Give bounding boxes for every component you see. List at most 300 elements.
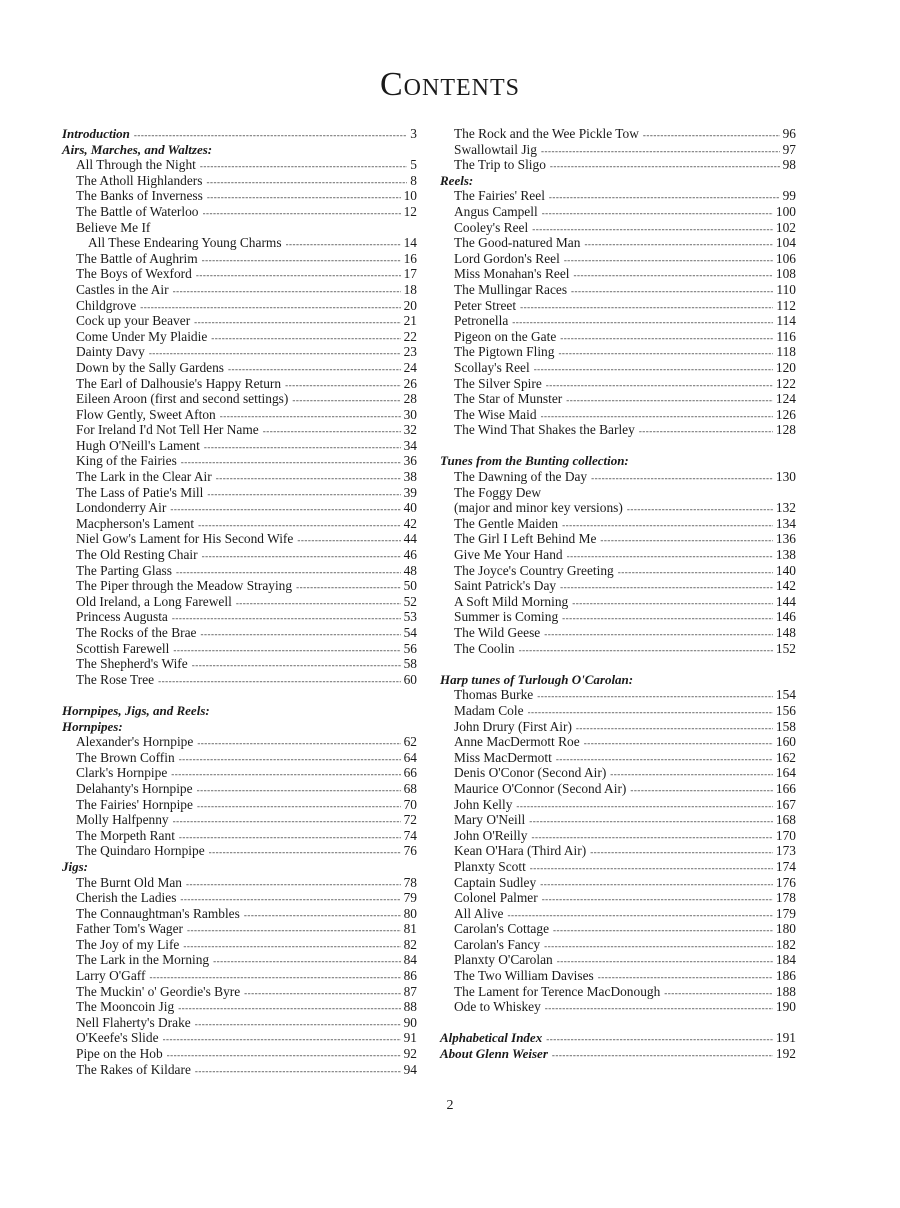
toc-spacer bbox=[440, 438, 796, 454]
dot-leader bbox=[610, 767, 773, 783]
toc-entry bbox=[440, 952, 796, 968]
toc-entry-title: Alexander's Hornpipe bbox=[76, 734, 194, 750]
toc-entry bbox=[62, 890, 417, 906]
dot-leader bbox=[560, 580, 773, 596]
toc-page-number: 106 bbox=[775, 250, 796, 266]
dot-leader bbox=[167, 1048, 401, 1064]
dot-leader bbox=[571, 284, 773, 300]
toc-entry-title: A Soft Mild Morning bbox=[454, 593, 569, 609]
dot-leader bbox=[630, 783, 773, 799]
dot-leader bbox=[600, 533, 772, 549]
toc-entry bbox=[62, 422, 417, 438]
toc-entry-title: The Brown Coffin bbox=[76, 749, 175, 765]
toc-entry bbox=[440, 220, 796, 236]
toc-entry-title: The Coolin bbox=[454, 640, 515, 656]
toc-page-number: 138 bbox=[775, 547, 796, 563]
toc-entry-title: Delahanty's Hornpipe bbox=[76, 780, 193, 796]
dot-leader bbox=[285, 378, 401, 394]
toc-entry-title: The Muckin' o' Geordie's Byre bbox=[76, 983, 241, 999]
toc-entry-title: The Rose Tree bbox=[76, 671, 155, 687]
toc-entry bbox=[62, 298, 417, 314]
toc-entry-title: Nell Flaherty's Drake bbox=[76, 1014, 191, 1030]
toc-entry bbox=[62, 157, 417, 173]
dot-leader bbox=[618, 565, 773, 581]
toc-entry bbox=[62, 563, 417, 579]
toc-page-number: 152 bbox=[775, 640, 796, 656]
toc-entry-title: Swallowtail Jig bbox=[454, 141, 537, 157]
toc-page-number: 48 bbox=[403, 562, 417, 578]
toc-entry bbox=[440, 812, 796, 828]
toc-entry bbox=[62, 516, 417, 532]
dot-leader bbox=[546, 1032, 773, 1048]
toc-entry bbox=[62, 500, 417, 516]
toc-entry-title: Planxty O'Carolan bbox=[454, 952, 553, 968]
dot-leader bbox=[286, 237, 401, 253]
toc-entry-title: Alphabetical Index bbox=[440, 1030, 543, 1046]
toc-entry bbox=[440, 142, 796, 158]
toc-entry-title: Reels: bbox=[440, 172, 474, 188]
toc-entry bbox=[62, 999, 417, 1015]
toc-entry bbox=[62, 797, 417, 813]
toc-page-number: 167 bbox=[775, 796, 796, 812]
toc-entry bbox=[62, 1015, 417, 1031]
toc-entry-title: Scottish Farewell bbox=[76, 640, 170, 656]
toc-page-number: 26 bbox=[403, 375, 417, 391]
toc-entry bbox=[62, 438, 417, 454]
toc-page-number: 70 bbox=[403, 796, 417, 812]
dot-leader bbox=[590, 845, 773, 861]
toc-entry bbox=[440, 407, 796, 423]
toc-page-number: 32 bbox=[403, 422, 417, 438]
toc-page-number: 173 bbox=[775, 843, 796, 859]
dot-leader bbox=[163, 1032, 401, 1048]
dot-leader bbox=[558, 346, 773, 362]
toc-entry bbox=[62, 485, 417, 501]
toc-page-number: 142 bbox=[775, 578, 796, 594]
toc-section-heading bbox=[440, 672, 796, 688]
toc-spacer bbox=[440, 656, 796, 672]
toc-entry-title: The Rakes of Kildare bbox=[76, 1061, 191, 1077]
dot-leader bbox=[186, 877, 401, 893]
toc-entry-title: The Old Resting Chair bbox=[76, 547, 198, 563]
toc-page-number: 74 bbox=[403, 827, 417, 843]
toc-entry bbox=[440, 298, 796, 314]
dot-leader bbox=[566, 393, 773, 409]
toc-entry bbox=[440, 906, 796, 922]
dot-leader bbox=[549, 190, 780, 206]
toc-entry bbox=[440, 968, 796, 984]
dot-leader bbox=[197, 799, 401, 815]
toc-entry-title: For Ireland I'd Not Tell Her Name bbox=[76, 422, 259, 438]
toc-entry bbox=[62, 625, 417, 641]
toc-entry bbox=[440, 578, 796, 594]
toc-entry-title: Childgrove bbox=[76, 297, 137, 313]
dot-leader bbox=[546, 378, 773, 394]
toc-entry bbox=[62, 1046, 417, 1062]
dot-leader bbox=[171, 767, 400, 783]
dot-leader bbox=[194, 315, 400, 331]
toc-entry-title: Castles in the Air bbox=[76, 281, 169, 297]
toc-entry bbox=[62, 765, 417, 781]
toc-entry-title: Hornpipes, Jigs, and Reels: bbox=[62, 702, 210, 718]
dot-leader bbox=[244, 986, 400, 1002]
toc-page-number: 134 bbox=[775, 515, 796, 531]
toc-entry bbox=[62, 266, 417, 282]
toc-entry-title: Father Tom's Wager bbox=[76, 921, 184, 937]
dot-leader bbox=[560, 331, 773, 347]
toc-page-number: 3 bbox=[410, 126, 417, 141]
toc-entry-title: The Atholl Highlanders bbox=[76, 172, 203, 188]
toc-page-number: 98 bbox=[782, 157, 796, 173]
toc-entry-title: Hornpipes: bbox=[62, 718, 123, 734]
toc-entry bbox=[440, 1046, 796, 1062]
toc-page-number: 88 bbox=[403, 999, 417, 1015]
toc-entry-title: Tunes from the Bunting collection: bbox=[440, 453, 629, 469]
toc-page-number: 146 bbox=[775, 609, 796, 625]
toc-section-heading bbox=[440, 173, 796, 189]
toc-page-number: 122 bbox=[775, 375, 796, 391]
toc-entry-title: Peter Street bbox=[454, 297, 517, 313]
toc-entry-title: Come Under My Plaidie bbox=[76, 328, 208, 344]
toc-entry-title: Clark's Hornpipe bbox=[76, 765, 168, 781]
dot-leader bbox=[158, 674, 401, 690]
dot-leader bbox=[584, 736, 773, 752]
toc-spacer bbox=[440, 1015, 796, 1031]
toc-page-number: 192 bbox=[775, 1046, 796, 1062]
toc-page-number: 42 bbox=[403, 515, 417, 531]
toc-page-number: 154 bbox=[775, 687, 796, 703]
toc-entry bbox=[440, 687, 796, 703]
toc-page-number: 110 bbox=[776, 281, 796, 297]
toc-entry-title: Pigeon on the Gate bbox=[454, 328, 557, 344]
toc-page-number: 62 bbox=[403, 734, 417, 750]
toc-page-number: 34 bbox=[403, 437, 417, 453]
toc-page-number: 130 bbox=[775, 469, 796, 485]
dot-leader bbox=[170, 502, 400, 518]
toc-entry bbox=[62, 329, 417, 345]
toc-entry bbox=[62, 875, 417, 891]
toc-entry bbox=[62, 750, 417, 766]
toc-entry bbox=[62, 391, 417, 407]
toc-entry-title: The Star of Munster bbox=[454, 391, 563, 407]
toc-entry-line bbox=[440, 485, 796, 501]
toc-page-number: 60 bbox=[403, 671, 417, 687]
toc-entry bbox=[62, 469, 417, 485]
dot-leader bbox=[664, 986, 773, 1002]
toc-page-number: 72 bbox=[403, 812, 417, 828]
toc-entry-title: The Wild Geese bbox=[454, 625, 541, 640]
toc-entry-title: Summer is Coming bbox=[454, 609, 559, 625]
toc-page-number: 112 bbox=[776, 297, 796, 313]
toc-entry-title: The Shepherd's Wife bbox=[76, 656, 188, 672]
toc-entry-title: Molly Halfpenny bbox=[76, 812, 169, 828]
toc-entry bbox=[440, 734, 796, 750]
toc-entry bbox=[440, 765, 796, 781]
toc-entry-title: Give Me Your Hand bbox=[454, 547, 563, 563]
dot-leader bbox=[183, 939, 400, 955]
toc-section-heading bbox=[62, 719, 417, 735]
toc-page-number: 176 bbox=[775, 874, 796, 890]
toc-page-number: 79 bbox=[403, 890, 417, 906]
dot-leader bbox=[552, 1048, 773, 1064]
toc-page-number: 5 bbox=[410, 157, 417, 173]
dot-leader bbox=[516, 799, 773, 815]
toc-entry bbox=[440, 625, 796, 641]
dot-leader bbox=[263, 424, 401, 440]
toc-entry-title: Hugh O'Neill's Lament bbox=[76, 437, 200, 453]
toc-section-heading bbox=[62, 703, 417, 719]
toc-entry-title: Macpherson's Lament bbox=[76, 515, 195, 531]
toc-entry bbox=[62, 921, 417, 937]
toc-entry-title: Down by the Sally Gardens bbox=[76, 359, 225, 375]
toc-page-number: 38 bbox=[403, 469, 417, 485]
dot-leader bbox=[541, 144, 780, 160]
toc-page-number: 114 bbox=[776, 313, 796, 329]
toc-entry bbox=[440, 781, 796, 797]
toc-page-number: 128 bbox=[775, 422, 796, 438]
toc-page-number: 170 bbox=[775, 827, 796, 843]
toc-entry bbox=[62, 952, 417, 968]
toc-entry-title: Pipe on the Hob bbox=[76, 1046, 163, 1062]
toc-page-number: 52 bbox=[403, 593, 417, 609]
toc-entry-title: Niel Gow's Lament for His Second Wife bbox=[76, 531, 294, 547]
page-number: 2 bbox=[446, 1098, 454, 1113]
toc-entry bbox=[440, 360, 796, 376]
toc-entry bbox=[440, 703, 796, 719]
toc-page-number: 144 bbox=[775, 593, 796, 609]
toc-page-number: 124 bbox=[775, 391, 796, 407]
toc-entry-title: Larry O'Gaff bbox=[76, 968, 146, 984]
dot-leader bbox=[519, 643, 773, 659]
toc-page-number: 66 bbox=[403, 765, 417, 781]
toc-entry-title: Mary O'Neill bbox=[454, 812, 526, 828]
toc-entry bbox=[440, 890, 796, 906]
toc-page-number: 190 bbox=[775, 999, 796, 1015]
dot-leader bbox=[173, 643, 400, 659]
toc-page-number: 58 bbox=[403, 656, 417, 672]
toc-entry-title: The Boys of Wexford bbox=[76, 266, 192, 282]
toc-page-number: 91 bbox=[403, 1030, 417, 1046]
toc-entry bbox=[440, 547, 796, 563]
toc-page-number: 156 bbox=[775, 702, 796, 718]
toc-entry-title: Cooley's Reel bbox=[454, 219, 529, 235]
dot-leader bbox=[207, 190, 401, 206]
toc-entry bbox=[440, 469, 796, 485]
toc-entry bbox=[62, 407, 417, 423]
toc-entry-title: The Quindaro Hornpipe bbox=[76, 843, 205, 859]
toc-entry bbox=[440, 251, 796, 267]
toc-entry bbox=[62, 906, 417, 922]
toc-entry bbox=[440, 516, 796, 532]
toc-entry-title: The Joyce's Country Greeting bbox=[454, 562, 614, 578]
toc-entry-title: Eileen Aroon (first and second settings) bbox=[76, 391, 289, 407]
toc-entry bbox=[440, 531, 796, 547]
dot-leader bbox=[207, 487, 400, 503]
dot-leader bbox=[573, 268, 772, 284]
toc-entry-title: The Foggy Dew bbox=[454, 484, 542, 500]
toc-page-number: 174 bbox=[775, 858, 796, 874]
toc-left-column bbox=[62, 126, 417, 1077]
toc-entry bbox=[440, 719, 796, 735]
toc-page-number: 28 bbox=[403, 391, 417, 407]
dot-leader bbox=[173, 284, 401, 300]
toc-entry-title: The Banks of Inverness bbox=[76, 188, 203, 204]
toc-entry bbox=[440, 999, 796, 1015]
dot-leader bbox=[179, 830, 401, 846]
toc-page-number: 80 bbox=[403, 905, 417, 921]
toc-entry bbox=[62, 126, 417, 142]
toc-page-number: 182 bbox=[775, 936, 796, 952]
toc-entry bbox=[62, 609, 417, 625]
dot-leader bbox=[244, 908, 401, 924]
dot-leader bbox=[540, 877, 773, 893]
toc-page-number: 96 bbox=[782, 126, 796, 141]
toc-page-number: 21 bbox=[403, 313, 417, 329]
toc-page-number: 104 bbox=[775, 235, 796, 251]
toc-page-number: 78 bbox=[403, 874, 417, 890]
toc-entry-title: The Lark in the Clear Air bbox=[76, 469, 212, 485]
toc-entry-title: The Piper through the Meadow Straying bbox=[76, 578, 293, 594]
toc-entry-title: The Earl of Dalhousie's Happy Return bbox=[76, 375, 282, 391]
toc-entry bbox=[440, 641, 796, 657]
toc-entry bbox=[62, 968, 417, 984]
toc-entry-title: The Fairies' Reel bbox=[454, 188, 545, 204]
toc-page-number: 108 bbox=[775, 266, 796, 282]
dot-leader bbox=[206, 175, 407, 191]
toc-entry-title: (major and minor key versions) bbox=[454, 500, 623, 516]
dot-leader bbox=[202, 549, 401, 565]
dot-leader bbox=[530, 861, 773, 877]
toc-entry-title: Lord Gordon's Reel bbox=[454, 250, 560, 266]
toc-entry-title: Cock up your Beaver bbox=[76, 313, 191, 329]
toc-entry bbox=[62, 360, 417, 376]
toc-entry-title: Planxty Scott bbox=[454, 858, 526, 874]
toc-entry-title: Petronella bbox=[454, 313, 509, 329]
toc-page-number: 56 bbox=[403, 640, 417, 656]
toc-page-number: 53 bbox=[403, 609, 417, 625]
toc-entry-title: The Rocks of the Brae bbox=[76, 625, 197, 640]
dot-leader bbox=[204, 440, 401, 456]
toc-entry-title: Londonderry Air bbox=[76, 500, 167, 516]
toc-entry-title: Jigs: bbox=[62, 858, 88, 874]
toc-entry-title: Cherish the Ladies bbox=[76, 890, 177, 906]
dot-leader bbox=[187, 923, 401, 939]
toc-entry bbox=[62, 984, 417, 1000]
toc-entry-title: O'Keefe's Slide bbox=[76, 1030, 159, 1046]
dot-leader bbox=[200, 627, 400, 643]
toc-page-number: 99 bbox=[782, 188, 796, 204]
dot-leader bbox=[195, 1017, 401, 1033]
toc-entry-title: The Mullingar Races bbox=[454, 281, 568, 297]
dot-leader bbox=[202, 253, 401, 269]
toc-entry bbox=[62, 843, 417, 859]
dot-leader bbox=[542, 206, 773, 222]
toc-entry bbox=[62, 251, 417, 267]
toc-entry-title: Scollay's Reel bbox=[454, 359, 530, 375]
toc-entry bbox=[440, 282, 796, 298]
toc-page-number: 186 bbox=[775, 968, 796, 984]
toc-page-number: 160 bbox=[775, 734, 796, 750]
toc-entry bbox=[440, 391, 796, 407]
toc-page-number: 191 bbox=[775, 1030, 796, 1046]
toc-entry-title: Angus Campell bbox=[454, 203, 538, 219]
toc-entry-title: The Silver Spire bbox=[454, 375, 542, 391]
dot-leader bbox=[550, 159, 780, 175]
toc-entry-title: John Drury (First Air) bbox=[454, 718, 572, 734]
toc-entry bbox=[62, 828, 417, 844]
toc-entry bbox=[440, 875, 796, 891]
toc-page-number: 136 bbox=[775, 531, 796, 547]
toc-entry bbox=[440, 937, 796, 953]
toc-entry bbox=[62, 937, 417, 953]
toc-page-number: 126 bbox=[775, 406, 796, 422]
toc-entry bbox=[62, 641, 417, 657]
dot-leader bbox=[584, 237, 772, 253]
toc-entry-title: The Trip to Sligo bbox=[454, 157, 546, 173]
toc-entry bbox=[62, 453, 417, 469]
dot-leader bbox=[520, 300, 773, 316]
dot-leader bbox=[178, 1001, 400, 1017]
toc-entry bbox=[62, 656, 417, 672]
toc-entry-title: The Dawning of the Day bbox=[454, 469, 588, 485]
dot-leader bbox=[627, 502, 773, 518]
toc-entry bbox=[440, 157, 796, 173]
toc-page-number: 102 bbox=[775, 219, 796, 235]
toc-page-number: 18 bbox=[403, 281, 417, 297]
toc-entry-title: Flow Gently, Sweet Afton bbox=[76, 406, 216, 422]
toc-page-number: 23 bbox=[403, 344, 417, 360]
toc-page-number: 16 bbox=[403, 250, 417, 266]
dot-leader bbox=[172, 611, 401, 627]
dot-leader bbox=[564, 253, 773, 269]
dot-leader bbox=[181, 455, 401, 471]
toc-entry-title: The Good-natured Man bbox=[454, 235, 581, 251]
toc-entry bbox=[440, 344, 796, 360]
toc-entry-title: The Two William Davises bbox=[454, 968, 594, 984]
toc-entry-title: About Glenn Weiser bbox=[440, 1046, 548, 1062]
toc-page-number: 180 bbox=[775, 921, 796, 937]
toc-entry bbox=[440, 984, 796, 1000]
toc-page-number: 94 bbox=[403, 1061, 417, 1077]
toc-page-number: 97 bbox=[782, 141, 796, 157]
toc-entry-title: The Pigtown Fling bbox=[454, 344, 555, 360]
dot-leader bbox=[216, 471, 401, 487]
toc-entry-line bbox=[62, 220, 417, 236]
toc-page-number: 10 bbox=[403, 188, 417, 204]
toc-entry bbox=[440, 828, 796, 844]
toc-page-number: 188 bbox=[775, 983, 796, 999]
dot-leader bbox=[544, 939, 773, 955]
toc-entry-title: Maurice O'Connor (Second Air) bbox=[454, 780, 627, 796]
dot-leader bbox=[572, 596, 773, 612]
toc-section-heading bbox=[440, 453, 796, 469]
toc-page-number: 132 bbox=[775, 500, 796, 516]
dot-leader bbox=[643, 128, 780, 144]
toc-entry-title: Carolan's Cottage bbox=[454, 921, 550, 937]
dot-leader bbox=[576, 721, 773, 737]
page-title: Contents bbox=[379, 66, 520, 103]
toc-entry-title: Denis O'Conor (Second Air) bbox=[454, 765, 607, 781]
toc-entry-title: The Battle of Waterloo bbox=[76, 203, 199, 219]
toc-page-number: 12 bbox=[403, 203, 417, 219]
toc-page-number: 158 bbox=[775, 718, 796, 734]
toc-entry-title: Miss Monahan's Reel bbox=[454, 266, 570, 282]
dot-leader bbox=[195, 1064, 401, 1080]
toc-entry bbox=[440, 188, 796, 204]
dot-leader bbox=[203, 206, 401, 222]
toc-page-number: 50 bbox=[403, 578, 417, 594]
toc-entry-title: Princess Augusta bbox=[76, 609, 168, 625]
